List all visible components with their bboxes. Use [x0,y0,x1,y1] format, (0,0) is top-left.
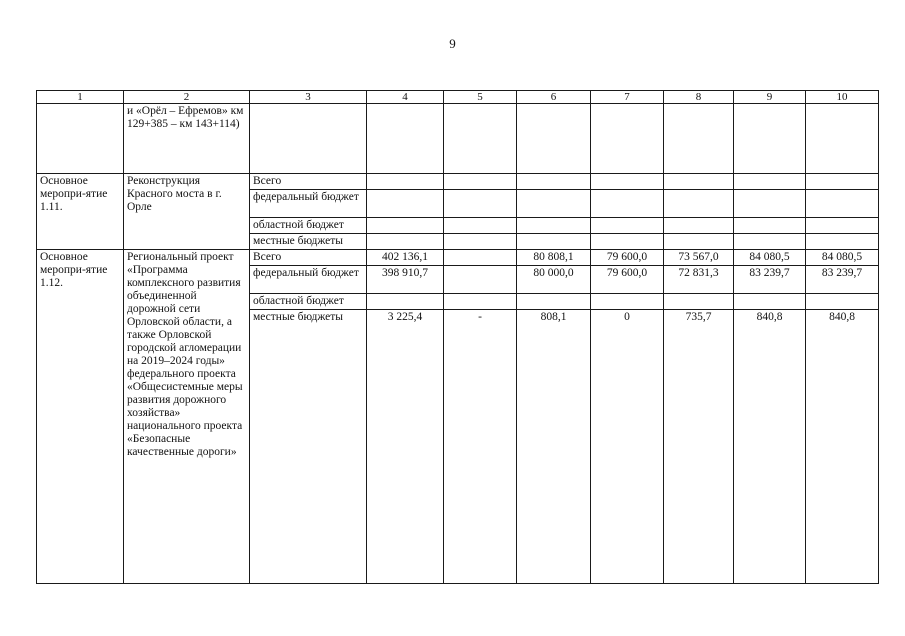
column-header-10: 10 [806,91,879,104]
value-cell: 83 239,7 [806,266,879,294]
column-header-6: 6 [517,91,591,104]
table-row [37,174,879,190]
source-label: федеральный бюджет [250,266,367,294]
activity-number-1-12: Основное меропри-ятие 1.12. [37,250,124,584]
continuation-col2: и «Орёл – Ефремов» км 129+385 – км 143+114) [124,104,250,174]
value-cell: 84 080,5 [806,250,879,266]
value-cell: 840,8 [806,310,879,584]
value-total: 3 225,4 [367,310,444,584]
column-header-1: 1 [37,91,124,104]
value-cell [806,294,879,310]
value-cell: 84 080,5 [734,250,806,266]
page-number: 9 [449,36,456,51]
continuation-col1 [37,104,124,174]
table-row [37,250,879,266]
value-cell [591,294,664,310]
value-cell: 735,7 [664,310,734,584]
column-header-8: 8 [664,91,734,104]
activity-number-1-11: Основное меропри-ятие 1.11. [37,174,124,250]
value-cell [444,294,517,310]
value-cell [664,294,734,310]
activity-title-1-12: Региональный проект «Программа комплексного развития объединенной дорожной сети Орловской области, а также Орловской городской агломерации на 2019–2024 годы» федерального проекта «Общесистемные меры развития дорожного хозяйства» национального проекта «Безопасные качественные дороги» [124,250,250,584]
value-cell: - [444,310,517,584]
source-label: местные бюджеты [250,234,367,250]
value-cell: 80 808,1 [517,250,591,266]
column-header-3: 3 [250,91,367,104]
continuation-row [37,104,879,174]
value-cell: 80 000,0 [517,266,591,294]
value-cell [367,294,444,310]
column-header-7: 7 [591,91,664,104]
value-cell: 0 [591,310,664,584]
column-header-5: 5 [444,91,517,104]
column-header-4: 4 [367,91,444,104]
value-cell [444,250,517,266]
value-cell: 808,1 [517,310,591,584]
value-cell: 73 567,0 [664,250,734,266]
value-cell: 79 600,0 [591,266,664,294]
value-cell [444,266,517,294]
column-header-2: 2 [124,91,250,104]
source-label: областной бюджет [250,218,367,234]
value-cell: 79 600,0 [591,250,664,266]
value-cell: 72 831,3 [664,266,734,294]
value-cell: 840,8 [734,310,806,584]
source-label: областной бюджет [250,294,367,310]
header-row [37,91,879,104]
source-label: федеральный бюджет [250,190,367,218]
activity-title-1-11: Реконструкция Красного моста в г. Орле [124,174,250,250]
value-total: 398 910,7 [367,266,444,294]
source-label: местные бюджеты [250,310,367,584]
source-label: Всего [250,174,367,190]
value-cell [734,294,806,310]
value-total: 402 136,1 [367,250,444,266]
source-label: Всего [250,250,367,266]
value-cell [517,294,591,310]
column-header-9: 9 [734,91,806,104]
budget-table [36,90,879,584]
value-cell: 83 239,7 [734,266,806,294]
